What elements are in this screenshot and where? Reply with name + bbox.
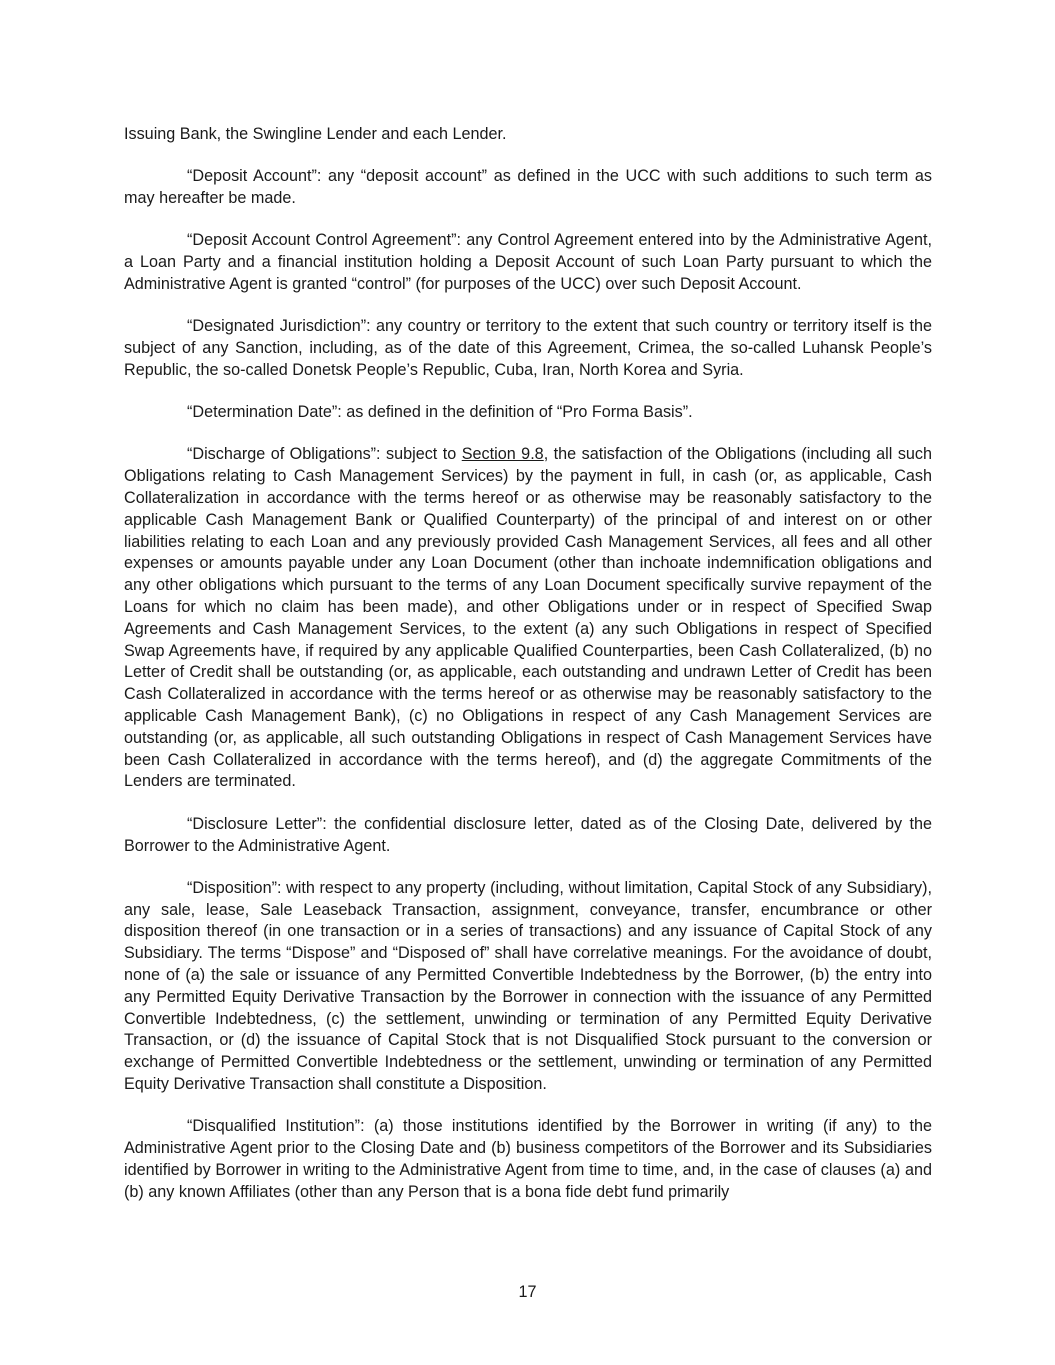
definition-designated-jurisdiction: “Designated Jurisdiction”: any country or territory to the extent that such country or territory itself is the subject of any Sanction, including, as of the date of this Agreement, Crimea, the so-called Luhansk People’s Republic, the so-called Donetsk People’s Republic, Cuba, Iran, North Korea and Syria. — [124, 317, 932, 379]
definition-deposit-account: “Deposit Account”: any “deposit account” as defined in the UCC with such additions to such term as may hereafter be made. — [124, 167, 932, 208]
definition-discharge-of-obligations — [124, 444, 932, 793]
page-number: 17 — [518, 1283, 537, 1301]
discharge-text-after: , the satisfaction of the Obligations (including all such Obligations relating to Cash Management Services) by the payment in full, in cash (or, as applicable, Cash Collateralization in accordance with the terms hereof or as otherwise may be reasonably satisfactory to the applicable Cash Management Bank or Qualified Counterparty) of the principal of and interest on or other liabilities relating to each Loan and any previously provided Cash Management Services, all fees and all other expenses or amounts payable under any Loan Document (other than inchoate indemnification obligations and any other obligations which pursuant to the terms of any Loan Document specifically survive repayment of the Loans for which no claim has been made), and other Obligations under or in respect of Specified Swap Agreements and Cash Management Services, to the extent (a) any such Obligations in respect of Specified Swap Agreements have, if required by any applicable Qualified Counterparties, been Cash Collateralized, (b) no Letter of Credit shall be outstanding (or, as applicable, each outstanding and undrawn Letter of Credit has been Cash Collateralized in accordance with the terms hereof or as otherwise may be reasonably satisfactory to the applicable Cash Management Bank), (c) no Obligations in respect of any Cash Management Services are outstanding (or, as applicable, all such outstanding Obligations in respect of Cash Management Services have been Cash Collateralized in accordance with the terms hereof), and (d) the aggregate Commitments of the Lenders are terminated. — [124, 445, 933, 791]
discharge-text-before: “Discharge of Obligations”: subject to — [187, 445, 462, 464]
document-page — [124, 124, 932, 1224]
definition-deposit-account-control-agreement: “Deposit Account Control Agreement”: any Control Agreement entered into by the Administrative Agent, a Loan Party and a financial institution holding a Deposit Account of such Loan Party pursuant to which the Administrative Agent is granted “control” (for purposes of the UCC) over such Deposit Account. — [124, 231, 932, 293]
definition-disposition: “Disposition”: with respect to any property (including, without limitation, Capital Stock of any Subsidiary), any sale, lease, Sale Leaseback Transaction, assignment, conveyance, transfer, encumbrance or other disposition thereof (in one transaction or in a series of transactions) and any issuance of Capital Stock of any Subsidiary. The terms “Dispose” and “Disposed of” shall have correlative meanings. For the avoidance of doubt, none of (a) the sale or issuance of any Permitted Convertible Indebtedness by the Borrower, (b) the entry into any Permitted Equity Derivative Transaction by the Borrower in connection with the issuance of any Permitted Convertible Indebtedness, (c) the settlement, unwinding or termination of any Permitted Equity Derivative Transaction, or (d) the issuance of Capital Stock that is not Disqualified Stock pursuant to the conversion or exchange of Permitted Convertible Indebtedness or the settlement, unwinding or termination of any Permitted Equity Derivative Transaction shall constitute a Disposition. — [124, 878, 932, 1093]
section-reference-link[interactable]: Section 9.8 — [461, 445, 544, 464]
paragraph-continuation: Issuing Bank, the Swingline Lender and each Lender. — [124, 125, 507, 143]
definition-disqualified-institution: “Disqualified Institution”: (a) those institutions identified by the Borrower in writing (if any) to the Administrative Agent prior to the Closing Date and (b) business competitors of the Borrower and its Subsidiaries identified by Borrower in writing to the Administrative Agent from time to time, and, in the case of clauses (a) and (b) any known Affiliates (other than any Person that is a bona fide debt fund primarily — [124, 1117, 932, 1201]
definition-disclosure-letter: “Disclosure Letter”: the confidential disclosure letter, dated as of the Closing Date, delivered by the Borrower to the Administrative Agent. — [124, 814, 932, 855]
definition-determination-date: “Determination Date”: as defined in the definition of “Pro Forma Basis”. — [187, 403, 693, 422]
